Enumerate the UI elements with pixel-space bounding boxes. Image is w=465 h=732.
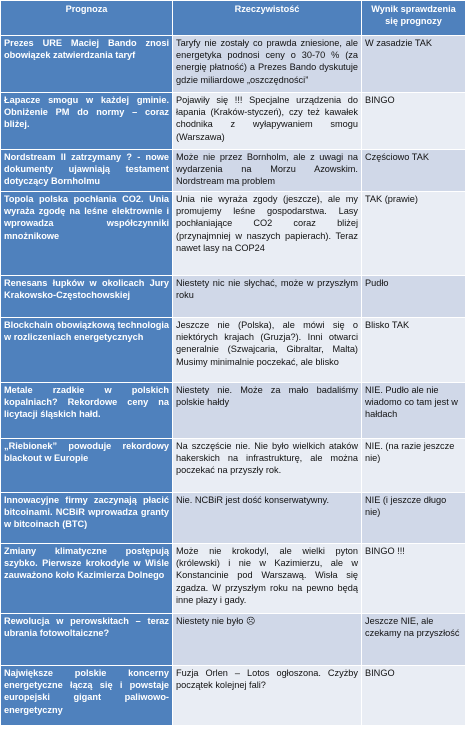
prognoza-cell: Blockchain obowiązkową technologia w rozliczeniach energetycznych bbox=[1, 318, 173, 383]
table-body bbox=[1, 36, 465, 726]
table-row bbox=[1, 318, 465, 383]
wynik-cell: Częściowo TAK bbox=[362, 150, 465, 192]
rzeczywistosc-cell: Może nie przez Bornholm, ale z uwagi na wydarzenia na Morzu Azowskim. Nordstream ma problem bbox=[173, 150, 362, 192]
wynik-cell: Blisko TAK bbox=[362, 318, 465, 383]
wynik-cell: Pudło bbox=[362, 276, 465, 318]
header-row bbox=[1, 1, 465, 36]
wynik-cell: BINGO bbox=[362, 666, 465, 726]
table-row bbox=[1, 493, 465, 544]
prognoza-cell: Nordstream II zatrzymany ? - nowe dokumenty ujawniają testament dotyczący Bornholmu bbox=[1, 150, 173, 192]
rzeczywistosc-cell: Fuzja Orlen – Lotos ogłoszona. Czyżby początek kolejnej fali? bbox=[173, 666, 362, 726]
prognoza-cell: Renesans łupków w okolicach Jury Krakowsko-Częstochowskiej bbox=[1, 276, 173, 318]
wynik-cell: BINGO bbox=[362, 93, 465, 150]
table-row bbox=[1, 150, 465, 192]
prognoza-cell: Łapacze smogu w każdej gminie. Obniżenie PM do normy – coraz bliżej. bbox=[1, 93, 173, 150]
rzeczywistosc-cell: Niestety nic nie słychać, może w przyszłym roku bbox=[173, 276, 362, 318]
header-prognoza: Prognoza bbox=[1, 1, 173, 36]
rzeczywistosc-cell: Na szczęście nie. Nie było wielkich ataków hakerskich na infrastrukturę, ale można poczekać na przyszły rok. bbox=[173, 439, 362, 493]
table-header bbox=[1, 1, 465, 36]
wynik-cell: Jeszcze NIE, ale czekamy na przyszłość bbox=[362, 614, 465, 666]
table-row bbox=[1, 439, 465, 493]
header-rzeczywistosc: Rzeczywistość bbox=[173, 1, 362, 36]
prognoza-cell: Metale rzadkie w polskich kopalniach? Rekordowe ceny na licytacji śląskich hałd. bbox=[1, 383, 173, 439]
header-wynik: Wynik sprawdzenia się prognozy bbox=[362, 1, 465, 36]
rzeczywistosc-cell: Taryfy nie zostały co prawda zniesione, ale energetyka podnosi ceny o 30-70 % (za energię płatność) a Prezes Bando dyskutuje gdzie miliardowe „oszczędności” bbox=[173, 36, 362, 93]
table-row bbox=[1, 36, 465, 93]
rzeczywistosc-cell: Może nie krokodyl, ale wielki pyton (królewski) i nie w Kazimierzu, ale w Konstancinie pod Warszawą. Wisła się zgadza. W przyszłym roku na pewno będą inne płazy i gady. bbox=[173, 544, 362, 614]
rzeczywistosc-cell: Niestety nie było ☹ bbox=[173, 614, 362, 666]
rzeczywistosc-cell: Pojawiły się !!! Specjalne urządzenia do łapania (Kraków-styczeń), czy też kawałek chodnika z wyłapywaniem smogu (Warszawa) bbox=[173, 93, 362, 150]
prognoza-cell: Rewolucja w perowskitach – teraz ubrania fotowoltaiczne? bbox=[1, 614, 173, 666]
prognoza-cell: Zmiany klimatyczne postępują szybko. Pierwsze krokodyle w Wiśle zauważono koło Kazimierza Dolnego bbox=[1, 544, 173, 614]
prognoza-cell: Prezes URE Maciej Bando znosi obowiązek zatwierdzania taryf bbox=[1, 36, 173, 93]
table-row bbox=[1, 276, 465, 318]
wynik-cell: TAK (prawie) bbox=[362, 192, 465, 276]
wynik-cell: NIE. (na razie jeszcze nie) bbox=[362, 439, 465, 493]
prognoza-cell: Największe polskie koncerny energetyczne łączą się i powstaje europejski gigant paliwowo-energetyczny bbox=[1, 666, 173, 726]
table-row bbox=[1, 93, 465, 150]
wynik-cell: BINGO !!! bbox=[362, 544, 465, 614]
prognoza-cell: „Riebionek” powoduje rekordowy blackout w Europie bbox=[1, 439, 173, 493]
table-row bbox=[1, 192, 465, 276]
wynik-cell: NIE. Pudło ale nie wiadomo co tam jest w hałdach bbox=[362, 383, 465, 439]
wynik-cell: W zasadzie TAK bbox=[362, 36, 465, 93]
table-row bbox=[1, 666, 465, 726]
prognoza-cell: Topola polska pochłania CO2. Unia wyraża zgodę na leśne elektrownie i wprowadza współczynniki mnożnikowe bbox=[1, 192, 173, 276]
wynik-cell: NIE (i jeszcze długo nie) bbox=[362, 493, 465, 544]
table-row bbox=[1, 544, 465, 614]
rzeczywistosc-cell: Nie. NCBiR jest dość konserwatywny. bbox=[173, 493, 362, 544]
table-row bbox=[1, 383, 465, 439]
rzeczywistosc-cell: Niestety nie. Może za mało badaliśmy polskie hałdy bbox=[173, 383, 362, 439]
prognoza-cell: Innowacyjne firmy zaczynają płacić bitcoinami. NCBiR wprowadza granty w bitcoinach (BTC) bbox=[1, 493, 173, 544]
table-row bbox=[1, 614, 465, 666]
rzeczywistosc-cell: Jeszcze nie (Polska), ale mówi się o niektórych krajach (Gruzja?). Inni otwarci generalnie (Szwajcaria, Gibraltar, Malta) Musimy minimalnie poczekać, ale blisko bbox=[173, 318, 362, 383]
rzeczywistosc-cell: Unia nie wyraża zgody (jeszcze), ale my promujemy leśne gospodarstwa. Lasy pochłaniające CO2 coraz bliżej (przynajmniej w naszych papierach). Teraz nawet lasy na COP24 bbox=[173, 192, 362, 276]
